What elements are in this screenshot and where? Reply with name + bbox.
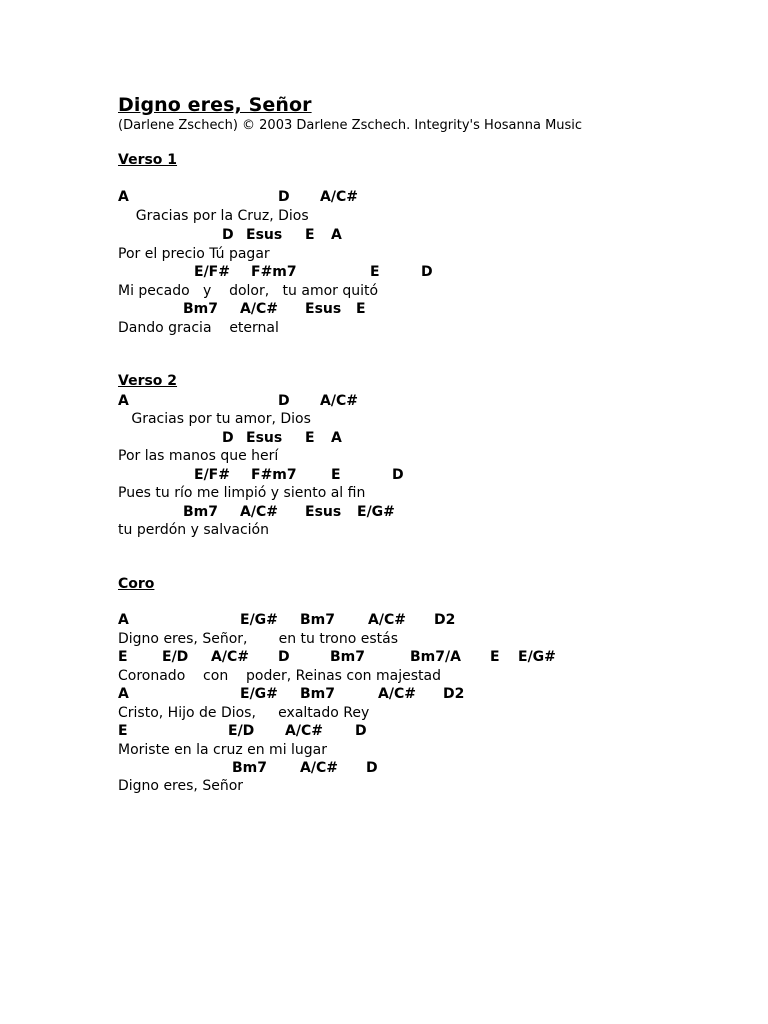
chord: E/G# xyxy=(240,686,278,702)
chord: F#m7 xyxy=(251,467,297,483)
chord: A/C# xyxy=(300,760,338,776)
section-heading-verso-2: Verso 2 xyxy=(118,373,178,389)
chord: D xyxy=(278,393,290,409)
chord: E xyxy=(118,723,128,739)
chord: Bm7 xyxy=(183,504,218,520)
chord: D xyxy=(222,430,234,446)
chord: E/G# xyxy=(518,649,556,665)
chord: E xyxy=(305,430,315,446)
lyric-line: Dando gracia eternal xyxy=(118,320,279,336)
chord: A/C# xyxy=(240,504,278,520)
lyric-line: Gracias por tu amor, Dios xyxy=(118,411,311,427)
chord: A/C# xyxy=(368,612,406,628)
chord: D xyxy=(278,189,290,205)
chord: Bm7/A xyxy=(410,649,461,665)
chord: E xyxy=(331,467,341,483)
chord: D xyxy=(355,723,367,739)
chord: Esus xyxy=(305,301,342,317)
chord: E/F# xyxy=(194,264,230,280)
chord: A xyxy=(118,686,129,702)
chord: Bm7 xyxy=(183,301,218,317)
section-heading-verso-1: Verso 1 xyxy=(118,152,178,168)
chord: Bm7 xyxy=(300,686,335,702)
chord: F#m7 xyxy=(251,264,297,280)
chord: D xyxy=(222,227,234,243)
chord: A/C# xyxy=(285,723,323,739)
lyric-line: tu perdón y salvación xyxy=(118,522,269,538)
chord: A/C# xyxy=(320,393,358,409)
chord: A/C# xyxy=(211,649,249,665)
chord: E xyxy=(305,227,315,243)
chord: E xyxy=(490,649,500,665)
chord: A xyxy=(118,612,129,628)
chord: E/D xyxy=(228,723,255,739)
lyric-line: Digno eres, Señor xyxy=(118,778,244,794)
lyric-line: Pues tu río me limpió y siento al fin xyxy=(118,485,366,501)
chord: D2 xyxy=(443,686,465,702)
chord: A xyxy=(331,430,342,446)
lyric-line: Mi pecado y dolor, tu amor quitó xyxy=(118,283,379,299)
chord: E/D xyxy=(162,649,189,665)
lyric-line: Digno eres, Señor, en tu trono estás xyxy=(118,631,399,647)
chord: A xyxy=(118,393,129,409)
lyric-line: Coronado con poder, Reinas con majestad xyxy=(118,668,441,684)
section-heading-coro: Coro xyxy=(118,576,155,592)
chord: A/C# xyxy=(378,686,416,702)
chord: A/C# xyxy=(320,189,358,205)
chord: A xyxy=(331,227,342,243)
chord: A xyxy=(118,189,129,205)
chord: E/F# xyxy=(194,467,230,483)
lyric-line: Gracias por la Cruz, Dios xyxy=(118,208,309,224)
chord: E/G# xyxy=(240,612,278,628)
lyric-line: Por las manos que herí xyxy=(118,448,279,464)
chord: D xyxy=(421,264,433,280)
chord: D xyxy=(392,467,404,483)
lyric-line: Por el precio Tú pagar xyxy=(118,246,270,262)
chord: Esus xyxy=(246,227,283,243)
chord: Esus xyxy=(305,504,342,520)
chord: Bm7 xyxy=(330,649,365,665)
chord: E/G# xyxy=(357,504,395,520)
lyric-line: Moriste en la cruz en mi lugar xyxy=(118,742,328,758)
song-title: Digno eres, Señor xyxy=(118,94,312,116)
chord: E xyxy=(118,649,128,665)
chord: E xyxy=(356,301,366,317)
chord: Esus xyxy=(246,430,283,446)
chord: Bm7 xyxy=(232,760,267,776)
song-credit: (Darlene Zschech) © 2003 Darlene Zschech. Integrity's Hosanna Music xyxy=(118,118,583,133)
chord: D xyxy=(366,760,378,776)
chord: E xyxy=(370,264,380,280)
chord: D2 xyxy=(434,612,456,628)
chord: Bm7 xyxy=(300,612,335,628)
chord: A/C# xyxy=(240,301,278,317)
lyric-line: Cristo, Hijo de Dios, exaltado Rey xyxy=(118,705,370,721)
chord: D xyxy=(278,649,290,665)
